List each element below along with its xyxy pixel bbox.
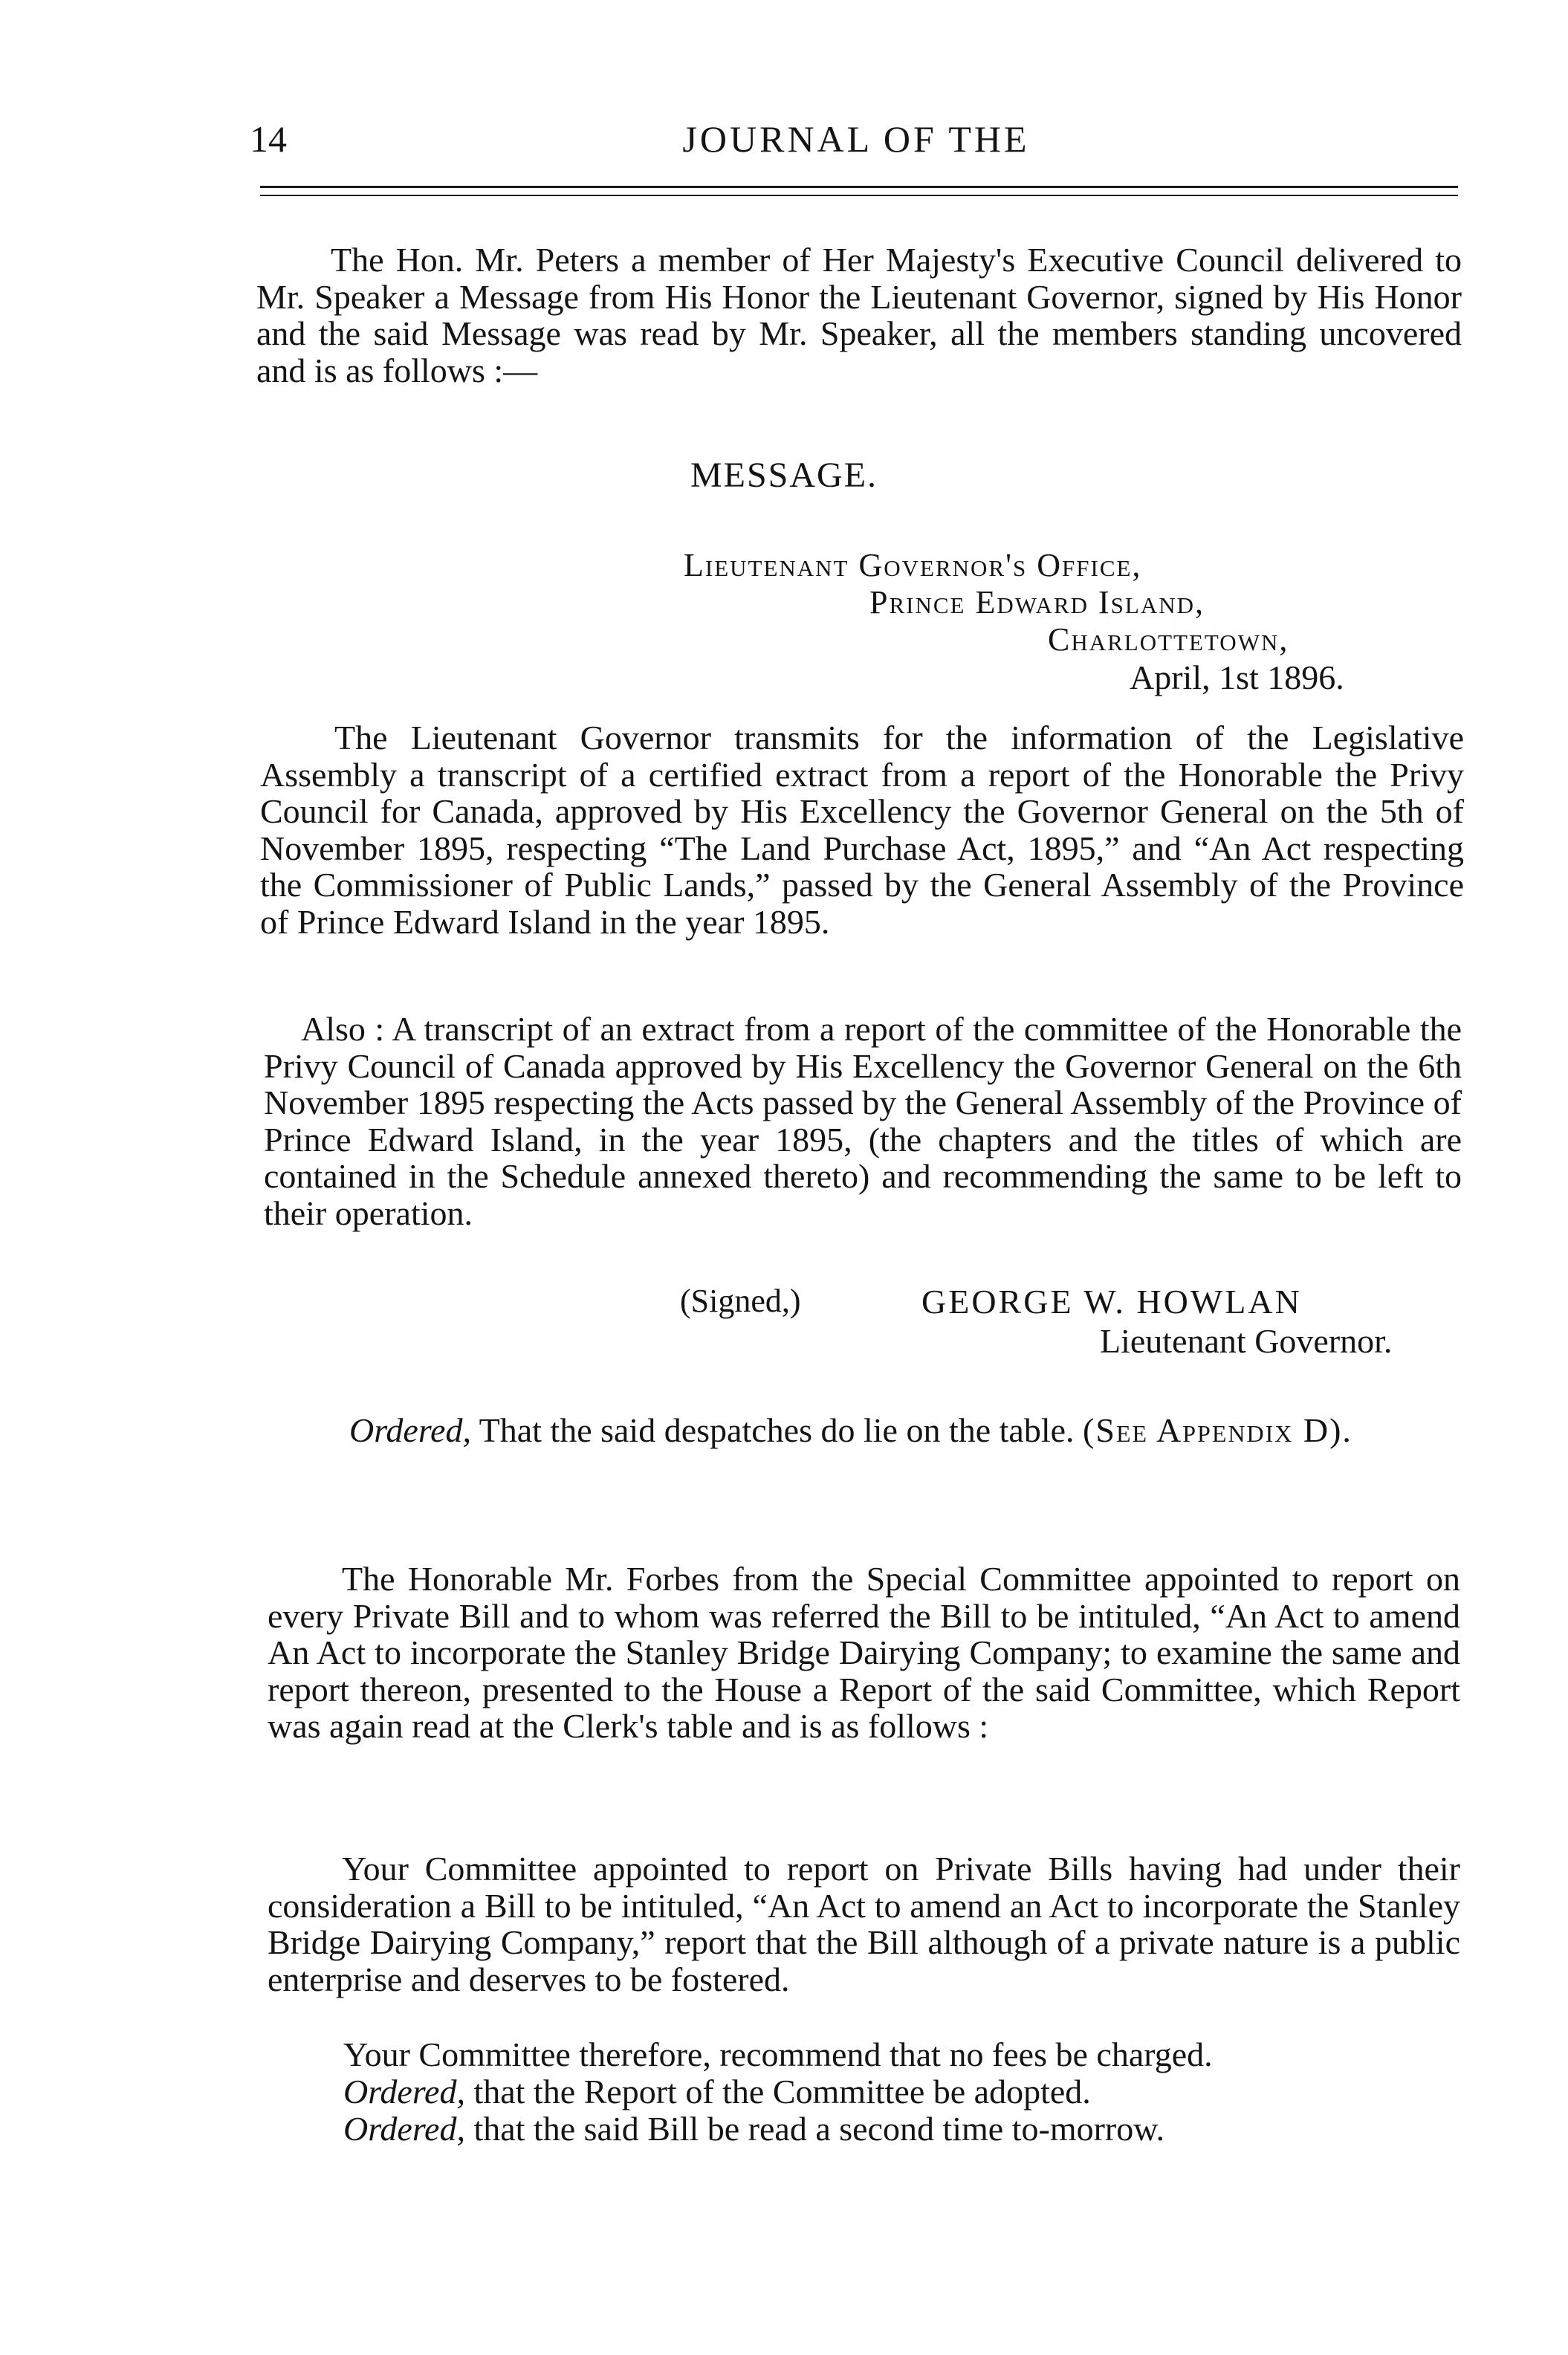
order-second-reading xyxy=(343,2109,1164,2148)
header-rule-bottom xyxy=(260,195,1458,196)
message-paragraph-1: The Lieutenant Governor transmits for the information of the Legislative Assembly a transcript of a certified extract from a report of the Honorable the Privy Council for Canada, approved by His Excellency the Governor General on the 5th of November 1895, respecting “The Land Purchase Act, 1895,” and “An Act respecting the Commissioner of Public Lands,” passed by the General Assembly of the Province of Prince Edward Island in the year 1895. xyxy=(260,719,1464,941)
address-office: Lieutenant Governor's Office, xyxy=(684,547,1142,583)
ordered-word: Ordered, xyxy=(349,1411,471,1449)
order-second-text: that the said Bill be read a second time to-morrow. xyxy=(464,2110,1164,2148)
intro-paragraph: The Hon. Mr. Peters a member of Her Majesty's Executive Council delivered to Mr. Speaker a Message from His Honor the Lieutenant Governor, signed by His Honor and the said Message was read by Mr. Speaker, all the members standing uncovered and is as follows :— xyxy=(256,241,1462,389)
address-province: Prince Edward Island, xyxy=(869,584,1205,621)
signatory-title: Lieutenant Governor. xyxy=(1100,1322,1393,1360)
journal-title: JOURNAL OF THE xyxy=(682,118,1030,160)
signatory-name: GEORGE W. HOWLAN xyxy=(921,1283,1302,1321)
header-rule-top xyxy=(260,186,1458,188)
order-adopt-word: Ordered, xyxy=(343,2073,465,2111)
message-date: April, 1st 1896. xyxy=(1130,658,1344,696)
order-adopt-text: that the Report of the Committee be adopted. xyxy=(464,2073,1091,2111)
ordered-despatches xyxy=(260,1412,1458,1449)
order-adopt-report xyxy=(343,2072,1091,2111)
running-head xyxy=(250,117,1462,169)
forbes-paragraph: The Honorable Mr. Forbes from the Special Committee appointed to report on every Private Bill and to whom was referred the Bill to be intituled, “An Act to amend An Act to incorporate the Stanley Bridge Dairying Company; to examine the same and report thereon, presented to the House a Report of the said Committee, which Report was again read at the Clerk's table and is as follows : xyxy=(268,1560,1460,1746)
address-city: Charlottetown, xyxy=(1048,621,1289,658)
signed-label: (Signed,) xyxy=(680,1283,801,1319)
committee-report-paragraph: Your Committee appointed to report on Private Bills having had under their consideration a Bill to be intituled, “An Act to amend an Act to incorporate the Stanley Bridge Dairying Company,” report that the Bill although of a private nature is a public enterprise and deserves to be fostered. xyxy=(268,1850,1460,1998)
page-number: 14 xyxy=(250,118,287,160)
ordered-text: That the said despatches do lie on the table. xyxy=(470,1411,1083,1449)
order-second-word: Ordered, xyxy=(343,2110,465,2148)
committee-recommendation: Your Committee therefore, recommend that no fees be charged. xyxy=(343,2035,1213,2073)
message-paragraph-2: Also : A transcript of an extract from a report of the committee of the Honorable the Privy Council of Canada approved by His Excellency the Governor General on the 6th November 1895 respecting the Acts passed by the General Assembly of the Province of Prince Edward Island, in the year 1895, (the chapters and the titles of which are contained in the Schedule annexed thereto) and recommending the same to be left to their operation. xyxy=(264,1010,1462,1232)
message-heading: MESSAGE. xyxy=(690,456,878,495)
appendix-reference: (See Appendix D). xyxy=(1083,1411,1352,1449)
